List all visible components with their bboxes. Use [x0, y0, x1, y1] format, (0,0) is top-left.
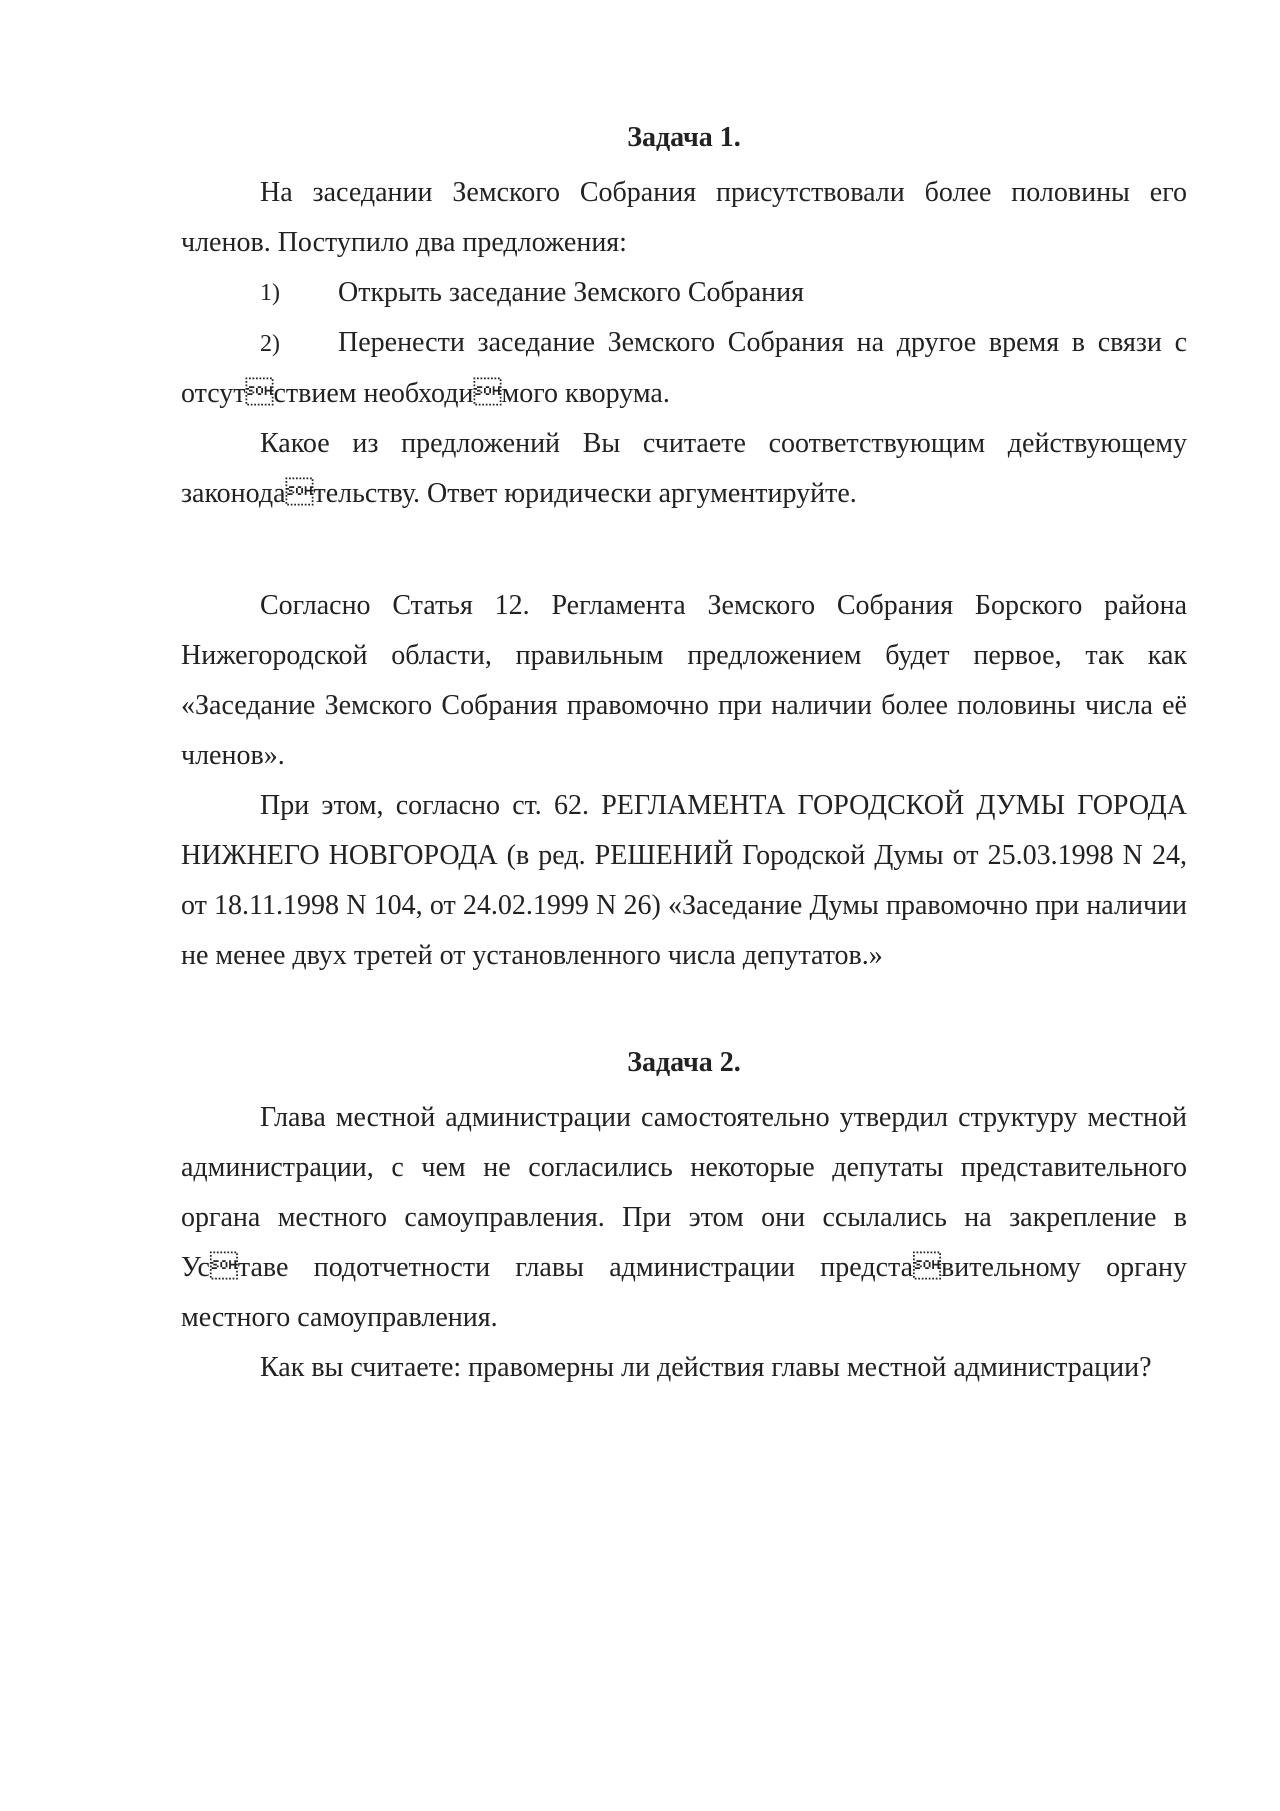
task1-paragraph: На заседании Земского Собрания присутствовали более половины его членов. Поступило два предложения:: [181, 177, 1187, 258]
task1-item-2: [181, 318, 1187, 419]
task1-title: Задача 1.: [627, 122, 741, 153]
task1-question: Какое из предложений Вы считаете соответствующим действующему законодательству. Ответ юридически аргументируйте.: [181, 428, 1187, 509]
task2-paragraph: Глава местной администрации самостоятельно утвердил структуру местной администрации, с чем не согласились некоторые депутаты представительного органа местного самоуправления. При этом они ссылались на закрепление в Уставе подотчетности главы администрации представительному органу местного самоуправления.: [181, 1102, 1187, 1333]
document-page: [181, 118, 1187, 1393]
task2-title: Задача 2.: [627, 1047, 741, 1078]
task1-item-1: [181, 268, 1187, 318]
item-number: 1): [260, 280, 280, 306]
item-text: Открыть заседание Земского Собрания: [338, 277, 805, 308]
task1-answer-2: При этом, согласно ст. 62. РЕГЛАМЕНТА ГОРОДСКОЙ ДУМЫ ГОРОДА НИЖНЕГО НОВГОРОДА (в ред. РЕШЕНИЙ Городской Думы от 25.03.1998 N 24, от 18.11.1998 N 104, от 24.02.1999 N 26) «Заседание Думы правомочно при наличии не менее двух третей от установленного числа депутатов.»: [181, 790, 1187, 971]
item-text: Перенести заседание Земского Собрания на другое время в связи с отсутствием необходимого кворума.: [181, 327, 1187, 409]
task1-answer-1: Согласно Статья 12. Регламента Земского Собрания Борского района Нижегородской области, правильным предложением будет первое, так как «Заседание Земского Собрания правомочно при наличии более половины числа её членов».: [181, 590, 1187, 771]
task2-question: Как вы считаете: правомерны ли действия главы местной администрации?: [260, 1352, 1152, 1383]
item-number: 2): [260, 331, 280, 357]
